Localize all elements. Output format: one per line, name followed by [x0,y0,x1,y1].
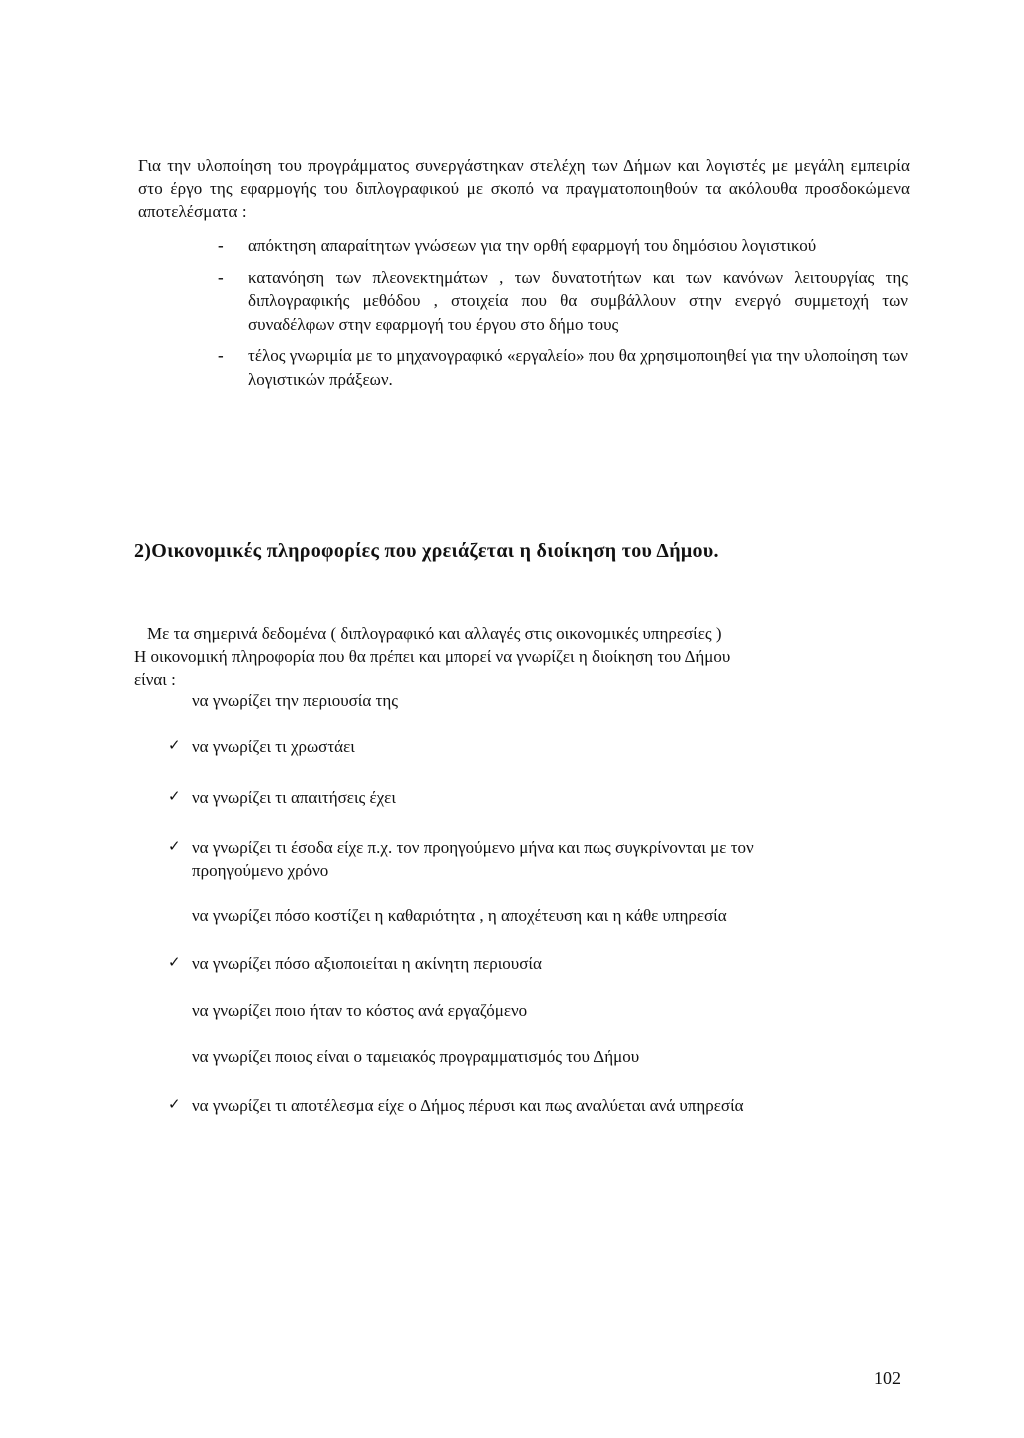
info-item-text: να γνωρίζει τι χρωστάει [192,737,355,756]
info-item-text: να γνωρίζει ποιο ήταν το κόστος ανά εργαζόμενο [192,1001,528,1020]
info-item-text: να γνωρίζει ποιος είναι ο ταμειακός προγραμματισμός του Δήμου [192,1047,640,1066]
info-item-text: να γνωρίζει τι αποτέλεσμα είχε ο Δήμος πέρυσι και πως αναλύεται ανά υπηρεσία [192,1096,744,1115]
info-item [168,1045,808,1068]
body-line: είναι : [134,670,176,689]
info-item [168,689,808,712]
dash-bullet: - [218,236,224,255]
info-item [168,786,808,809]
section-heading: 2)Οικονομικές πληροφορίες που χρειάζεται η διοίκηση του Δήμου. [134,540,719,562]
info-item [168,999,808,1022]
list-item-text: απόκτηση απαραίτητων γνώσεων για την ορθή εφαρμογή του δημόσιου λογιστικού [248,236,817,255]
page-number: 102 [874,1368,901,1388]
info-item-text: να γνωρίζει τι έσοδα είχε π.χ. τον προηγούμενο μήνα και πως συγκρίνονται με τον προηγούμενο χρόνο [192,838,754,880]
info-item [168,904,808,927]
info-item-text: να γνωρίζει πόσο κοστίζει η καθαριότητα , η αποχέτευση και η κάθε υπηρεσία [192,906,727,925]
info-item [168,952,808,975]
info-item [168,836,808,882]
info-item-text: να γνωρίζει τι απαιτήσεις έχει [192,788,396,807]
list-item-text: τέλος γνωριμία με το μηχανογραφικό «εργαλείο» που θα χρησιμοποιηθεί για την υλοποίηση των λογιστικών πράξεων. [248,346,908,389]
dash-bullet: - [218,267,224,287]
body-line: Η οικονομική πληροφορία που θα πρέπει και μπορεί να γνωρίζει η διοίκηση του Δήμου [134,647,731,666]
list-item [218,344,908,391]
checkmark-icon: ✓ [168,787,181,805]
body-paragraph [134,622,874,691]
info-item-text: να γνωρίζει την περιουσία της [192,691,398,710]
info-item [168,1094,808,1117]
checkmark-icon: ✓ [168,1095,181,1113]
goals-list [218,234,908,399]
intro-paragraph: Για την υλοποίηση του προγράμματος συνεργάστηκαν στελέχη των Δήμων και λογιστές με μεγάλη εμπειρία στο έργο της εφαρμογής του διπλογραφικού με σκοπό να πραγματοποιηθούν τα ακόλουθα προσδοκώμενα αποτελέσματα : [138,156,910,221]
list-item [218,266,908,337]
dash-bullet: - [218,346,224,365]
checkmark-icon: ✓ [168,736,181,754]
list-item [218,234,908,258]
list-item-text: κατανόηση των πλεονεκτημάτων , των δυνατοτήτων και των κανόνων λειτουργίας της διπλογραφικής μεθόδου , στοιχεία που θα συμβάλλουν στην ενεργό συμμετοχή των συναδέλφων στην εφαρμογή του έργου στο δήμο τους [248,267,908,334]
info-item-text: να γνωρίζει πόσο αξιοποιείται η ακίνητη περιουσία [192,954,542,973]
checkmark-icon: ✓ [168,837,181,855]
body-line: Με τα σημερινά δεδομένα ( διπλογραφικό και αλλαγές στις οικονομικές υπηρεσίες ) [147,624,722,643]
info-item [168,735,808,758]
checkmark-icon: ✓ [168,953,181,971]
